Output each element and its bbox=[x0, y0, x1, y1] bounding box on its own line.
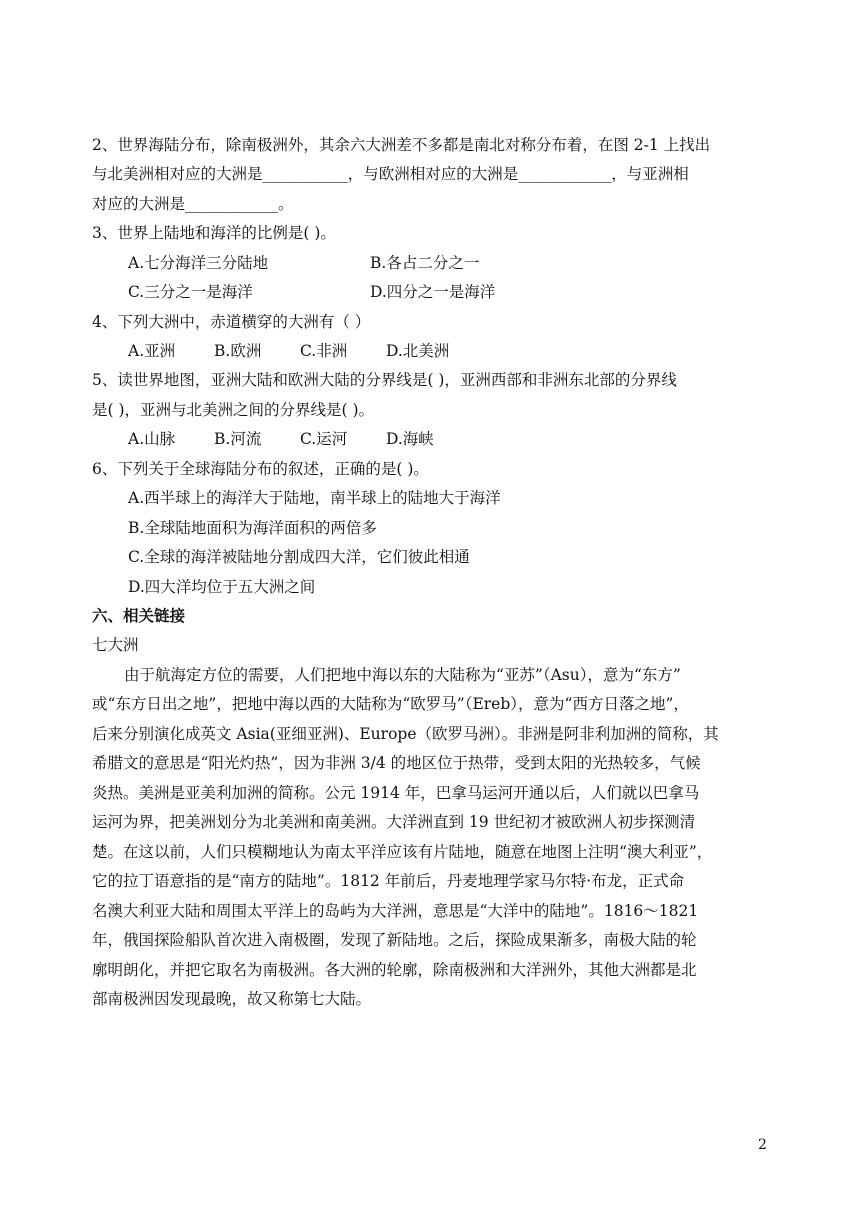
question-4-option-d: D.北美洲 bbox=[386, 342, 450, 360]
question-4-option-c: C.非洲 bbox=[300, 342, 348, 360]
question-6-option-d: D.四大洋均位于五大洲之间 bbox=[128, 578, 316, 596]
question-5-options bbox=[128, 428, 808, 450]
question-3-options-row-1 bbox=[128, 252, 808, 274]
paragraph-line: 年，俄国探险船队首次进入南极圈，发现了新陆地。之后，探险成果渐多，南极大陆的轮 bbox=[92, 931, 697, 949]
paragraph-line: 楚。在这以前，人们只模糊地认为南太平洋应该有片陆地，随意在地图上注明“澳大利亚”， bbox=[92, 843, 713, 861]
paragraph-line: 它的拉丁语意指的是“南方的陆地”。1812 年前后，丹麦地理学家马尔特·布龙，正式命 bbox=[92, 872, 685, 890]
question-5-option-b: B.河流 bbox=[214, 430, 262, 448]
question-3-option-c: C.三分之一是海洋 bbox=[128, 283, 253, 301]
question-6-option-c: C.全球的海洋被陆地分割成四大洋，它们彼此相通 bbox=[128, 548, 470, 566]
paragraph-line: 或“东方日出之地”，把地中海以西的大陆称为“欧罗马”（Ereb），意为“西方日落之地”， bbox=[92, 695, 689, 713]
paragraph-line: 名澳大利亚大陆和周围太平洋上的岛屿为大洋洲，意思是“大洋中的陆地”。1816～1821 bbox=[92, 902, 699, 920]
paragraph-line: 廓明朗化，并把它取名为南极洲。各大洲的轮廓，除南极洲和大洋洲外，其他大洲都是北 bbox=[92, 961, 697, 979]
question-4-option-a: A.亚洲 bbox=[128, 342, 176, 360]
question-3-option-d: D.四分之一是海洋 bbox=[370, 283, 496, 301]
question-2-line-3: 对应的大洲是____________。 bbox=[92, 195, 294, 213]
section-heading: 六、相关链接 bbox=[92, 606, 186, 625]
paragraph-line: 后来分别演化成英文 Asia(亚细亚洲)、Europe（欧罗马洲）。非洲是阿非利加洲的简称，其 bbox=[92, 725, 719, 743]
paragraph-line: 由于航海定方位的需要，人们把地中海以东的大陆称为“亚苏”（Asu），意为“东方” bbox=[124, 666, 681, 684]
paragraph-line: 部南极洲因发现最晚，故又称第七大陆。 bbox=[92, 990, 372, 1008]
section-subheading: 七大洲 bbox=[92, 636, 139, 654]
question-6-option-a: A.西半球上的海洋大于陆地，南半球上的陆地大于海洋 bbox=[128, 489, 501, 507]
paragraph-line: 希腊文的意思是“阳光灼热”，因为非洲 3/4 的地区位于热带，受到太阳的光热较多，气候 bbox=[92, 754, 701, 772]
question-4-stem: 4、下列大洲中，赤道横穿的大洲有（ ） bbox=[92, 313, 371, 331]
question-3-option-b: B.各占二分之一 bbox=[370, 254, 480, 272]
question-3-option-a: A.七分海洋三分陆地 bbox=[128, 254, 269, 272]
question-4-options bbox=[128, 340, 808, 362]
question-6-stem: 6、下列关于全球海陆分布的叙述，正确的是( )。 bbox=[92, 460, 429, 478]
question-5-option-a: A.山脉 bbox=[128, 430, 176, 448]
question-3-options-row-2 bbox=[128, 281, 808, 303]
question-6-option-b: B.全球陆地面积为海洋面积的两倍多 bbox=[128, 519, 377, 537]
question-5-option-c: C.运河 bbox=[300, 430, 348, 448]
question-3-stem: 3、世界上陆地和海洋的比例是( )。 bbox=[92, 224, 336, 242]
page-number: 2 bbox=[758, 1137, 767, 1153]
paragraph-line: 炎热。美洲是亚美利加洲的简称。公元 1914 年，巴拿马运河开通以后，人们就以巴拿马 bbox=[92, 784, 700, 802]
question-2-line-1: 2、世界海陆分布，除南极洲外，其余六大洲差不多都是南北对称分布着，在图 2-1 上找出 bbox=[92, 136, 711, 154]
question-5-option-d: D.海峡 bbox=[386, 430, 434, 448]
paragraph-line: 运河为界，把美洲划分为北美洲和南美洲。大洋洲直到 19 世纪初才被欧洲人初步探测清 bbox=[92, 813, 696, 831]
question-5-line-2: 是( )，亚洲与北美洲之间的分界线是( )。 bbox=[92, 401, 375, 419]
question-4-option-b: B.欧洲 bbox=[214, 342, 262, 360]
question-5-line-1: 5、读世界地图，亚洲大陆和欧洲大陆的分界线是( )，亚洲西部和非洲东北部的分界线 bbox=[92, 371, 677, 389]
question-2-line-2: 与北美洲相对应的大洲是___________，与欧洲相对应的大洲是____________，与亚洲相 bbox=[92, 165, 689, 183]
